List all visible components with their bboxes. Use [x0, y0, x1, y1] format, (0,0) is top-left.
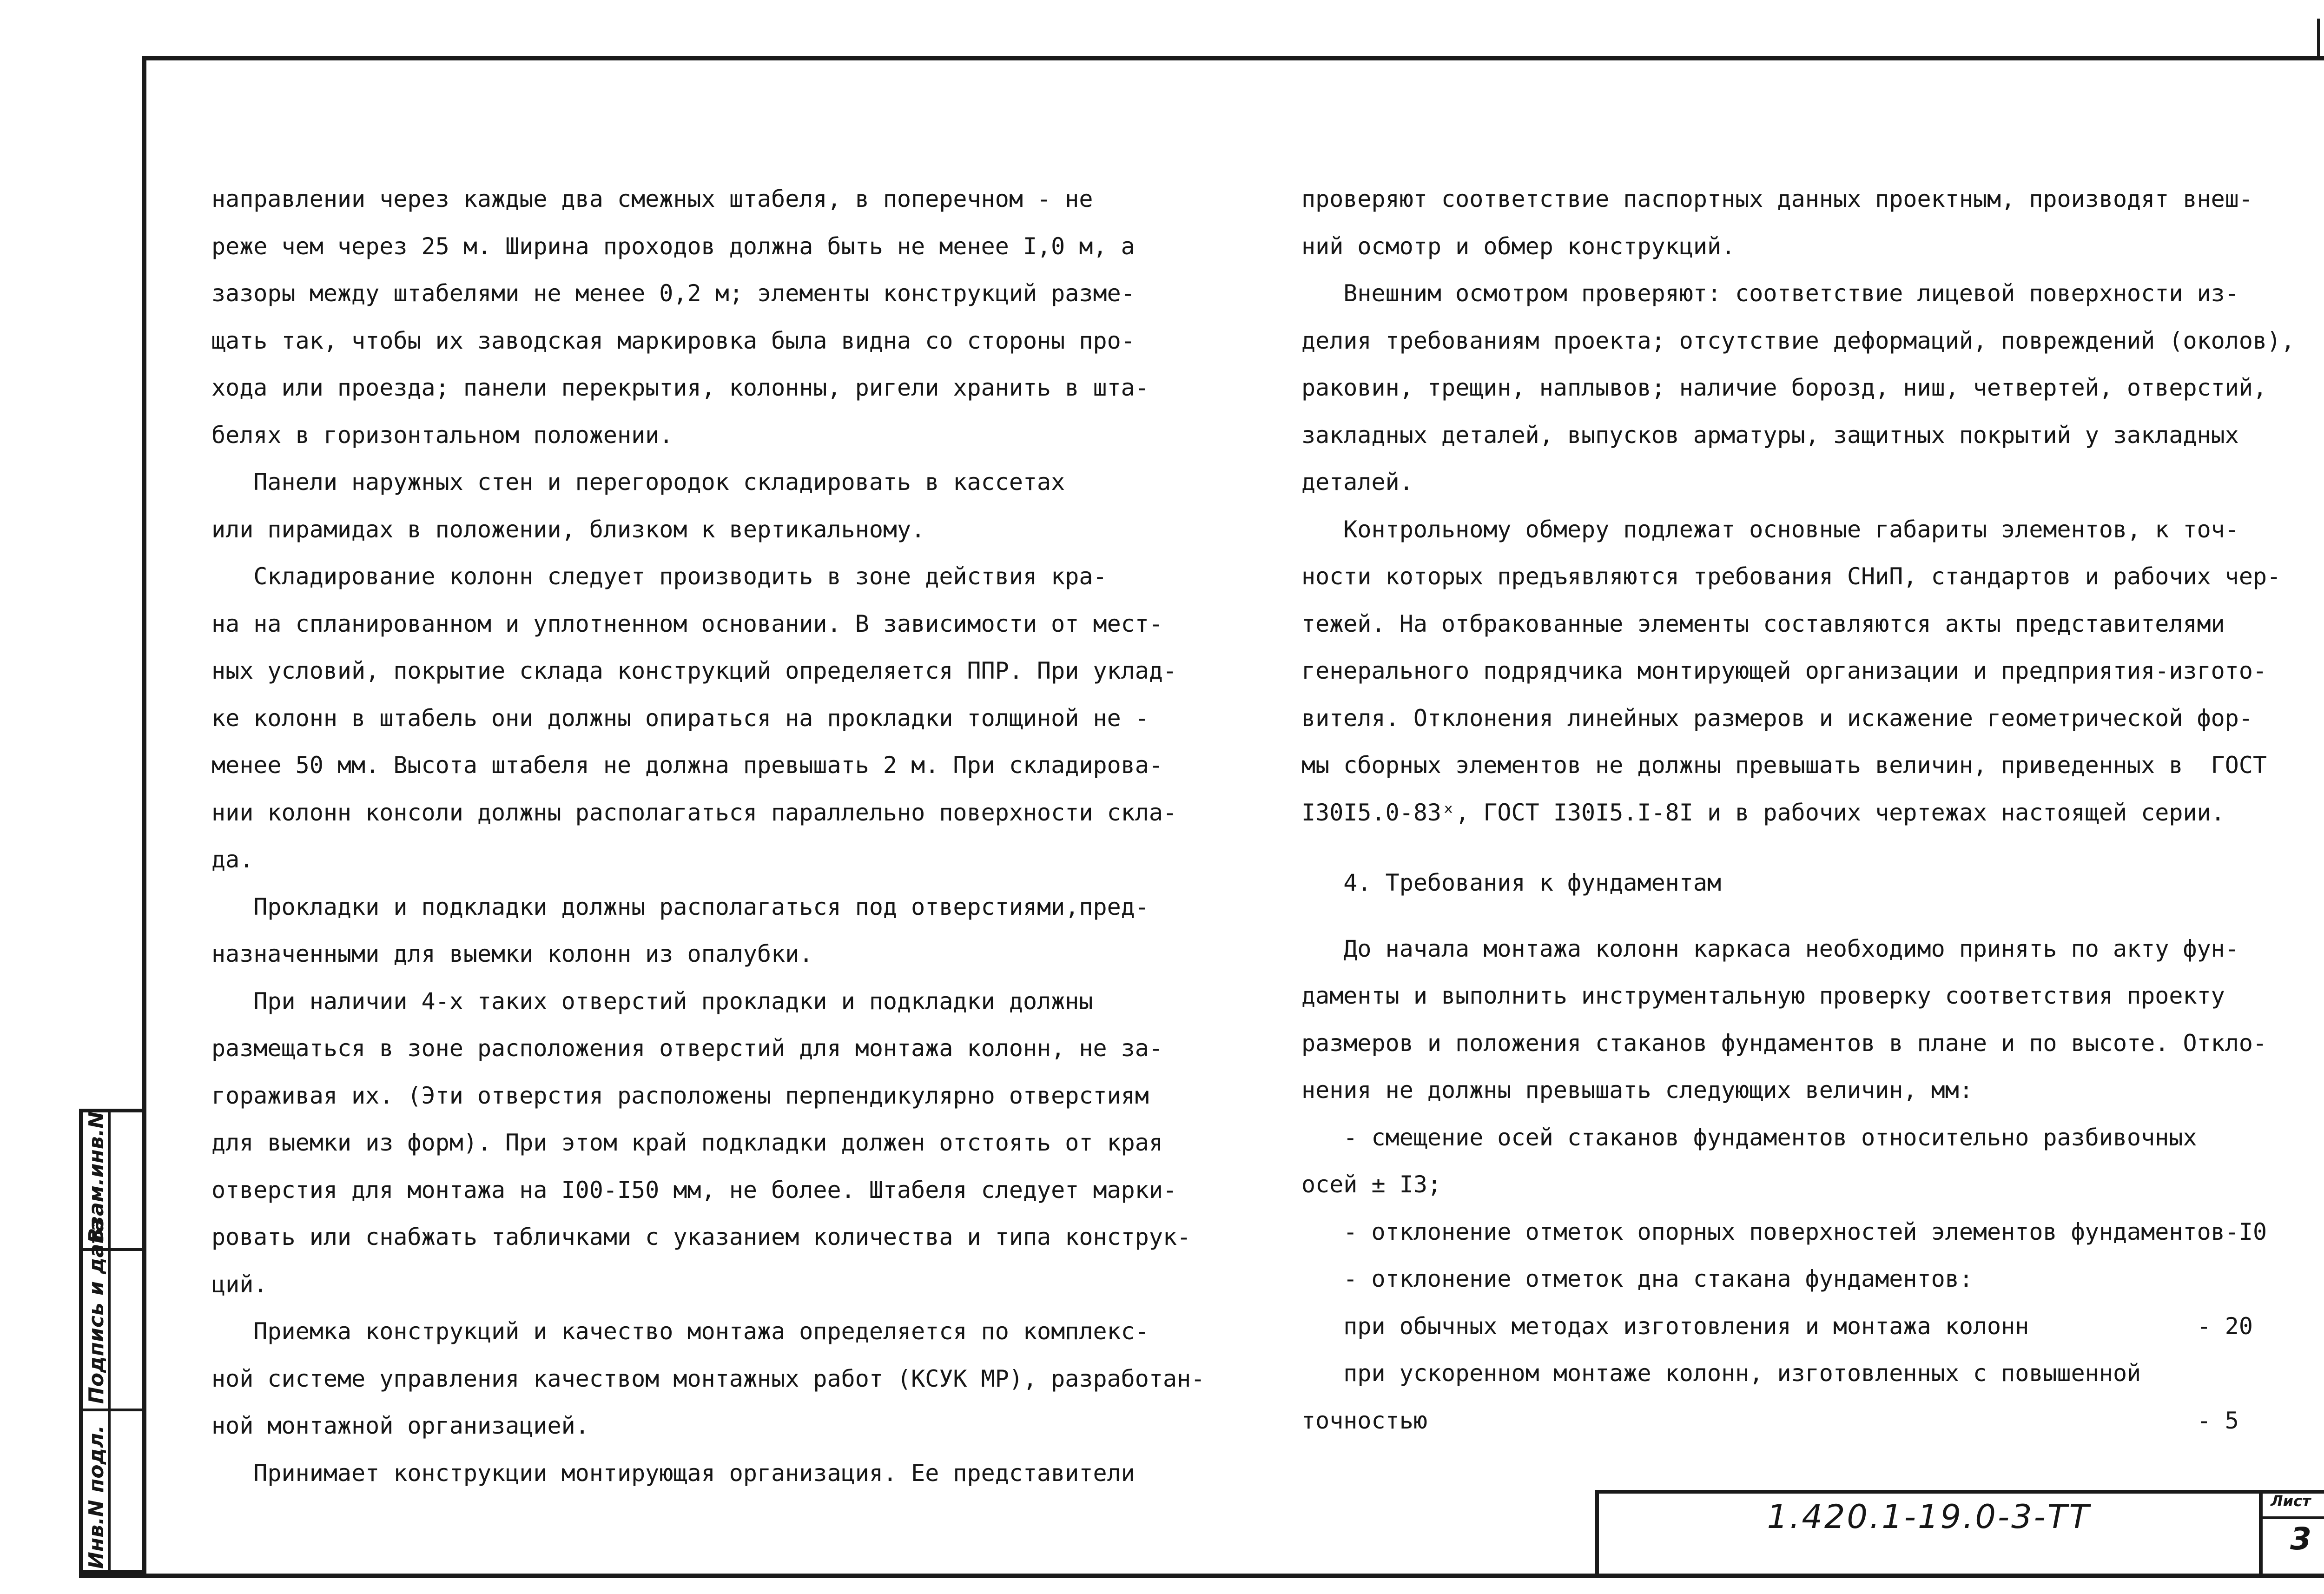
text-line: Панели наружных стен и перегородок складировать в кассетах — [211, 469, 1065, 496]
text-line: деталей. — [1301, 469, 1413, 496]
text-line: или пирамидах в положении, близком к вертикальному. — [211, 516, 925, 543]
text-line: Складирование колонн следует производить в зоне действия кра- — [211, 563, 1107, 590]
heading-spacer — [1301, 836, 2317, 860]
title-block-sheet-divider — [2259, 1516, 2324, 1519]
text-line: ке колонн в штабель они должны опираться на прокладки толщиной не - — [211, 704, 1149, 732]
text-line: точностью - 5 — [1301, 1407, 2239, 1434]
text-line: тежей. На отбракованные элементы составляются акты представителями — [1301, 610, 2225, 637]
title-block-left-border — [1595, 1490, 1599, 1574]
sheet-label: Лист — [2271, 1492, 2311, 1510]
text-line: Контрольному обмеру подлежат основные габариты элементов, к точ- — [1301, 516, 2239, 543]
text-line: - смещение осей стаканов фундаментов относительно разбивочных — [1301, 1124, 2197, 1151]
text-line: Внешним осмотром проверяют: соответствие лицевой поверхности из- — [1301, 280, 2239, 307]
text-line: генерального подрядчика монтирующей организации и предприятия-изгото- — [1301, 657, 2267, 684]
document-code: 1.420.1-19.0-3-ТТ — [1767, 1498, 2091, 1536]
text-line: отверстия для монтажа на I00-I50 мм, не более. Штабеля следует марки- — [211, 1176, 1177, 1204]
frame-top-border — [144, 56, 2324, 60]
text-line: направлении через каждые два смежных штабеля, в поперечном - не — [211, 185, 1093, 212]
text-line: менее 50 мм. Высота штабеля не должна превышать 2 м. При складирова- — [211, 752, 1163, 779]
text-line: реже чем через 25 м. Ширина проходов должна быть не менее I,0 м, а — [211, 232, 1135, 260]
text-line: ций. — [211, 1270, 268, 1298]
text-line: гораживая их. (Эти отверстия расположены перпендикулярно отверстиям — [211, 1082, 1149, 1109]
text-line: ной системе управления качеством монтажных работ (КСУК МР), разработан- — [211, 1365, 1205, 1392]
text-line: Приемка конструкций и качество монтажа определяется по комплекс- — [211, 1318, 1149, 1345]
stamp-inv-podl: Инв.N подл. — [85, 1425, 108, 1569]
sheet-number: 3 — [2290, 1521, 2311, 1557]
text-line: вителя. Отклонения линейных размеров и искажение геометрической фор- — [1301, 704, 2253, 732]
right-column-foundation-requirements — [1301, 926, 2317, 1445]
stamp-vzam-inv: Взам.инв.N — [85, 1111, 108, 1243]
text-line: размеров и положения стаканов фундаментов в плане и по высоте. Откло- — [1301, 1029, 2267, 1057]
text-line: При наличии 4-х таких отверстий прокладки и подкладки должны — [211, 987, 1093, 1015]
text-line: нии колонн консоли должны располагаться параллельно поверхности скла- — [211, 799, 1177, 826]
text-line: ровать или снабжать табличками с указанием количества и типа конструк- — [211, 1224, 1191, 1250]
text-line: I30I5.0-83ˣ, ГОСТ I30I5.I-8I и в рабочих чертежах настоящей серии. — [1301, 799, 2225, 826]
text-line: раковин, трещин, наплывов; наличие борозд, ниш, четвертей, отверстий, — [1301, 374, 2267, 401]
text-line: Принимает конструкции монтирующая организация. Ее представители — [211, 1459, 1135, 1487]
text-line: да. — [211, 846, 254, 873]
text-line: назначенными для выемки колонн из опалубки. — [211, 940, 813, 967]
text-line: - отклонение отметок опорных поверхностей элементов фундаментов-I0 — [1301, 1218, 2267, 1245]
text-line: ности которых предъявляются требования СНиП, стандартов и рабочих чер- — [1301, 563, 2281, 590]
title-block-top-border — [1595, 1490, 2324, 1494]
text-line: белях в горизонтальном положении. — [211, 421, 673, 449]
corner-tick — [2317, 19, 2320, 60]
text-line: для выемки из форм). При этом край подкладки должен отстоять от края — [211, 1129, 1163, 1156]
text-line: делия требованиям проекта; отсутствие деформаций, повреждений (околов), — [1301, 327, 2295, 354]
text-line: ний осмотр и обмер конструкций. — [1301, 232, 1736, 260]
text-line: хода или проезда; панели перекрытия, колонны, ригели хранить в шта- — [211, 374, 1149, 401]
text-line: проверяют соответствие паспортных данных проектным, производят внеш- — [1301, 185, 2253, 212]
text-line: До начала монтажа колонн каркаса необходимо принять по акту фун- — [1301, 935, 2239, 962]
stamp-row-divider — [79, 1409, 144, 1411]
frame-left-border — [142, 56, 146, 1576]
text-line: ных условий, покрытие склада конструкций определяется ППР. При уклад- — [211, 657, 1177, 684]
left-column-text — [211, 176, 1215, 1497]
right-column-paragraphs — [1301, 176, 2317, 836]
text-line: щать так, чтобы их заводская маркировка была видна со стороны про- — [211, 327, 1135, 354]
text-line: размещаться в зоне расположения отверстий для монтажа колонн, не за- — [211, 1035, 1163, 1062]
text-line: закладных деталей, выпусков арматуры, защитных покрытий у закладных — [1301, 421, 2239, 449]
text-line: при обычных методах изготовления и монтажа колонн - 20 — [1301, 1312, 2253, 1340]
text-line: зазоры между штабелями не менее 0,2 м; элементы конструкций разме- — [211, 280, 1135, 307]
right-column-text — [1301, 176, 2317, 1444]
text-line: на на спланированном и уплотненном основании. В зависимости от мест- — [211, 610, 1163, 637]
text-line: - отклонение отметок дна стакана фундаментов: — [1301, 1265, 1973, 1292]
stamp-podpis-data: Подпись и дата — [85, 1218, 108, 1404]
text-line: даменты и выполнить инструментальную проверку соответствия проекту — [1301, 982, 2225, 1009]
text-line: мы сборных элементов не должны превышать величин, приведенных в ГОСТ — [1301, 752, 2267, 779]
text-line: при ускоренном монтаже колонн, изготовленных с повышенной — [1301, 1360, 2141, 1387]
heading-spacer — [1301, 907, 2317, 926]
text-line: осей ± I3; — [1301, 1171, 1442, 1198]
text-line: ной монтажной организацией. — [211, 1412, 589, 1439]
text-line: нения не должны превышать следующих величин, мм: — [1301, 1077, 1973, 1104]
text-line: Прокладки и подкладки должны располагаться под отверстиями,пред- — [211, 893, 1149, 920]
title-block-divider — [2259, 1490, 2263, 1574]
section-heading: 4. Требования к фундаментам — [1301, 869, 1722, 896]
frame-bottom-border — [79, 1574, 2324, 1578]
